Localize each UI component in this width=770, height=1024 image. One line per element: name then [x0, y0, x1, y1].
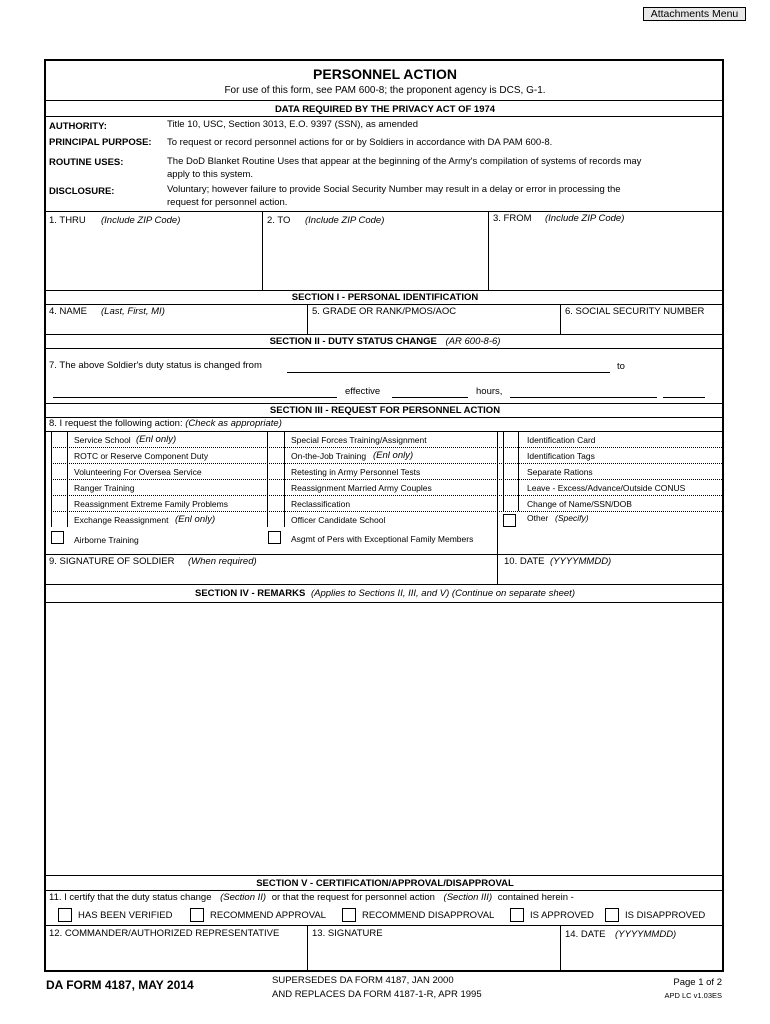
- opt-airborne-label: Airborne Training: [74, 535, 139, 545]
- name-label: 4. NAME: [49, 306, 88, 317]
- opt-retesting-label: Retesting in Army Personnel Tests: [291, 467, 421, 477]
- ssn-label: 6. SOCIAL SECURITY NUMBER: [565, 306, 705, 317]
- to-word: to: [617, 361, 625, 372]
- commander-date-field[interactable]: [561, 926, 723, 971]
- section2-heading: [0, 337, 770, 347]
- status-from-input[interactable]: [287, 372, 610, 373]
- opt-efmp-label: Asgmt of Pers with Exceptional Family Members: [291, 534, 474, 544]
- name-note: (Last, First, MI): [101, 306, 165, 317]
- routine-text-1: The DoD Blanket Routine Uses that appear at the beginning of the Army's compilation of systems of records may: [167, 156, 642, 167]
- section2-heading-note: (AR 600-8-6): [445, 336, 501, 347]
- item11-c: or that the request for personnel action: [271, 892, 435, 903]
- grade-field[interactable]: [308, 305, 559, 333]
- recommend-approval-checkbox[interactable]: [190, 908, 204, 922]
- commander-date-label: 14. DATE: [565, 929, 606, 940]
- status-to-input[interactable]: [53, 397, 337, 398]
- soldier-date-field[interactable]: [498, 555, 723, 583]
- name-field[interactable]: [46, 305, 306, 333]
- commander-date-note: (YYYYMMDD): [615, 929, 677, 940]
- disclosure-label: DISCLOSURE:: [49, 186, 115, 197]
- thru-note: (Include ZIP Code): [101, 215, 181, 226]
- item11-b: (Section II): [220, 892, 267, 903]
- supersedes-line-1: SUPERSEDES DA FORM 4187, JAN 2000: [272, 975, 454, 986]
- supersedes-line-2: AND REPLACES DA FORM 4187-1-R, APR 1995: [272, 989, 482, 1000]
- opt-reassign-family[interactable]: [52, 496, 266, 511]
- soldier-signature-note: (When required): [188, 556, 257, 567]
- opt-separate-rations-label: Separate Rations: [527, 467, 593, 477]
- opt-separate-rations[interactable]: [519, 464, 723, 479]
- privacy-heading: DATA REQUIRED BY THE PRIVACY ACT OF 1974: [274, 104, 496, 115]
- opt-reclassification-label: Reclassification: [291, 499, 351, 509]
- section4-heading: [0, 589, 770, 599]
- divider: [45, 290, 724, 291]
- opt-service-school-note: (Enl only): [136, 434, 177, 445]
- divider: [503, 431, 504, 511]
- opt-special-forces[interactable]: [285, 432, 496, 447]
- commander-label: 12. COMMANDER/AUTHORIZED REPRESENTATIVE: [49, 928, 280, 939]
- to-label: 2. TO: [267, 215, 291, 226]
- thru-label: 1. THRU: [49, 215, 86, 226]
- item11-d: (Section III): [443, 892, 493, 903]
- thru-field[interactable]: [46, 213, 261, 289]
- section2-heading-text: SECTION II - DUTY STATUS CHANGE: [269, 336, 437, 347]
- disapproved-checkbox[interactable]: [605, 908, 619, 922]
- divider: [497, 431, 498, 554]
- efmp-checkbox[interactable]: [268, 531, 281, 544]
- purpose-text: To request or record personnel actions for or by Soldiers in accordance with DA PAM 600-8.: [167, 137, 553, 148]
- divider: [45, 100, 724, 101]
- opt-ojt-label: On-the-Job Training: [291, 451, 367, 461]
- opt-exchange-reassign-note: (Enl only): [175, 514, 216, 525]
- commander-field[interactable]: [46, 926, 306, 971]
- divider: [45, 334, 724, 335]
- item8-text: 8. I request the following action:: [49, 418, 183, 429]
- divider: [45, 584, 724, 585]
- opt-service-school-label: Service School: [74, 435, 131, 445]
- verified-checkbox[interactable]: [58, 908, 72, 922]
- page-number: Page 1 of 2: [673, 977, 722, 988]
- disapproved-label: IS DISAPPROVED: [625, 910, 706, 921]
- soldier-date-label: 10. DATE: [504, 556, 545, 567]
- opt-ocs-label: Officer Candidate School: [291, 515, 386, 525]
- approved-checkbox[interactable]: [510, 908, 524, 922]
- opt-id-tags-label: Identification Tags: [527, 451, 595, 461]
- divider: [45, 348, 724, 349]
- opt-special-forces-label: Special Forces Training/Assignment: [291, 435, 427, 445]
- section5-heading: SECTION V - CERTIFICATION/APPROVAL/DISAPPROVAL: [256, 878, 514, 889]
- form-id: DA FORM 4187, MAY 2014: [46, 978, 194, 992]
- opt-ocs[interactable]: [285, 512, 496, 527]
- hours-word: hours,: [476, 386, 503, 397]
- from-field[interactable]: [489, 213, 723, 289]
- opt-ranger-training[interactable]: [52, 480, 266, 495]
- remarks-field[interactable]: [46, 603, 723, 874]
- recommend-disapproval-checkbox[interactable]: [342, 908, 356, 922]
- divider: [45, 403, 724, 404]
- opt-ojt-note: (Enl only): [373, 450, 414, 461]
- opt-oversea-service-label: Volunteering For Oversea Service: [74, 467, 202, 477]
- effective-word: effective: [345, 386, 381, 397]
- opt-ojt[interactable]: [285, 448, 496, 463]
- grade-label: 5. GRADE OR RANK/PMOS/AOC: [312, 306, 457, 317]
- opt-other-label: Other: [527, 513, 549, 523]
- ssn-field[interactable]: [561, 305, 723, 333]
- commander-signature-field[interactable]: [308, 926, 559, 971]
- opt-change-name[interactable]: [519, 496, 723, 511]
- disclosure-text-2: request for personnel action.: [167, 197, 288, 208]
- section4-heading-text: SECTION IV - REMARKS: [195, 588, 306, 599]
- hours-input[interactable]: [510, 397, 657, 398]
- opt-married-couples[interactable]: [285, 480, 496, 495]
- authority-text: Title 10, USC, Section 3013, E.O. 9397 (SSN), as amended: [167, 119, 418, 130]
- hours-extra-input[interactable]: [663, 397, 705, 398]
- divider: [45, 211, 724, 212]
- opt-ranger-training-label: Ranger Training: [74, 483, 135, 493]
- airborne-checkbox[interactable]: [51, 531, 64, 544]
- opt-id-card-label: Identification Card: [527, 435, 596, 445]
- commander-signature-label: 13. SIGNATURE: [312, 928, 383, 939]
- opt-id-tags[interactable]: [519, 448, 723, 463]
- opt-retesting[interactable]: [285, 464, 496, 479]
- form-title: PERSONNEL ACTION: [313, 66, 457, 82]
- opt-id-card[interactable]: [519, 432, 723, 447]
- opt-reassign-family-label: Reassignment Extreme Family Problems: [74, 499, 228, 509]
- other-checkbox[interactable]: [503, 514, 516, 527]
- purpose-label: PRINCIPAL PURPOSE:: [49, 137, 152, 148]
- soldier-signature-field[interactable]: [46, 555, 496, 583]
- opt-leave-label: Leave - Excess/Advance/Outside CONUS: [527, 483, 686, 493]
- routine-text-2: apply to this system.: [167, 169, 254, 180]
- opt-other[interactable]: [519, 512, 723, 527]
- attachments-menu-button[interactable]: Attachments Menu: [643, 7, 746, 21]
- opt-reclassification[interactable]: [285, 496, 496, 511]
- section3-heading: SECTION III - REQUEST FOR PERSONNEL ACTION: [269, 405, 501, 416]
- version-label: APD LC v1.03ES: [664, 991, 722, 1000]
- opt-married-couples-label: Reassignment Married Army Couples: [291, 483, 432, 493]
- opt-change-name-label: Change of Name/SSN/DOB: [527, 499, 632, 509]
- from-label: 3. FROM: [493, 213, 532, 224]
- opt-other-note: (Specify): [555, 513, 589, 523]
- item11-e: contained herein -: [497, 892, 574, 903]
- recommend-disapproval-label: RECOMMEND DISAPPROVAL: [362, 910, 495, 921]
- divider: [45, 116, 724, 117]
- effective-date-input[interactable]: [392, 397, 468, 398]
- divider: [45, 875, 724, 876]
- verified-label: HAS BEEN VERIFIED: [78, 910, 173, 921]
- soldier-signature-label: 9. SIGNATURE OF SOLDIER: [49, 556, 175, 567]
- opt-oversea-service[interactable]: [52, 464, 266, 479]
- divider: [45, 890, 724, 891]
- opt-exchange-reassign-label: Exchange Reassignment: [74, 515, 169, 525]
- item8-label: [49, 419, 282, 429]
- authority-label: AUTHORITY:: [49, 121, 107, 132]
- routine-label: ROUTINE USES:: [49, 157, 124, 168]
- section4-heading-note: (Applies to Sections II, III, and V) (Continue on separate sheet): [310, 588, 575, 599]
- form-subtitle: For use of this form, see PAM 600-8; the proponent agency is DCS, G-1.: [224, 85, 546, 96]
- item8-note: (Check as appropriate): [185, 418, 282, 429]
- to-field[interactable]: [263, 213, 487, 289]
- recommend-approval-label: RECOMMEND APPROVAL: [210, 910, 326, 921]
- opt-rotc-duty-label: ROTC or Reserve Component Duty: [74, 451, 209, 461]
- section1-heading: SECTION I - PERSONAL IDENTIFICATION: [291, 292, 479, 303]
- soldier-date-note: (YYYYMMDD): [550, 556, 612, 567]
- from-note: (Include ZIP Code): [545, 213, 625, 224]
- approved-label: IS APPROVED: [530, 910, 594, 921]
- opt-service-school[interactable]: [52, 432, 266, 447]
- opt-leave[interactable]: [519, 480, 723, 495]
- item11-label: [49, 893, 574, 903]
- item11-a: 11. I certify that the duty status change: [49, 892, 212, 903]
- item7-label: 7. The above Soldier's duty status is changed from: [49, 360, 262, 371]
- to-note: (Include ZIP Code): [305, 215, 385, 226]
- opt-exchange-reassign[interactable]: [52, 512, 266, 527]
- opt-rotc-duty[interactable]: [52, 448, 266, 463]
- disclosure-text-1: Voluntary; however failure to provide Social Security Number may result in a delay or error in processing the: [167, 184, 621, 195]
